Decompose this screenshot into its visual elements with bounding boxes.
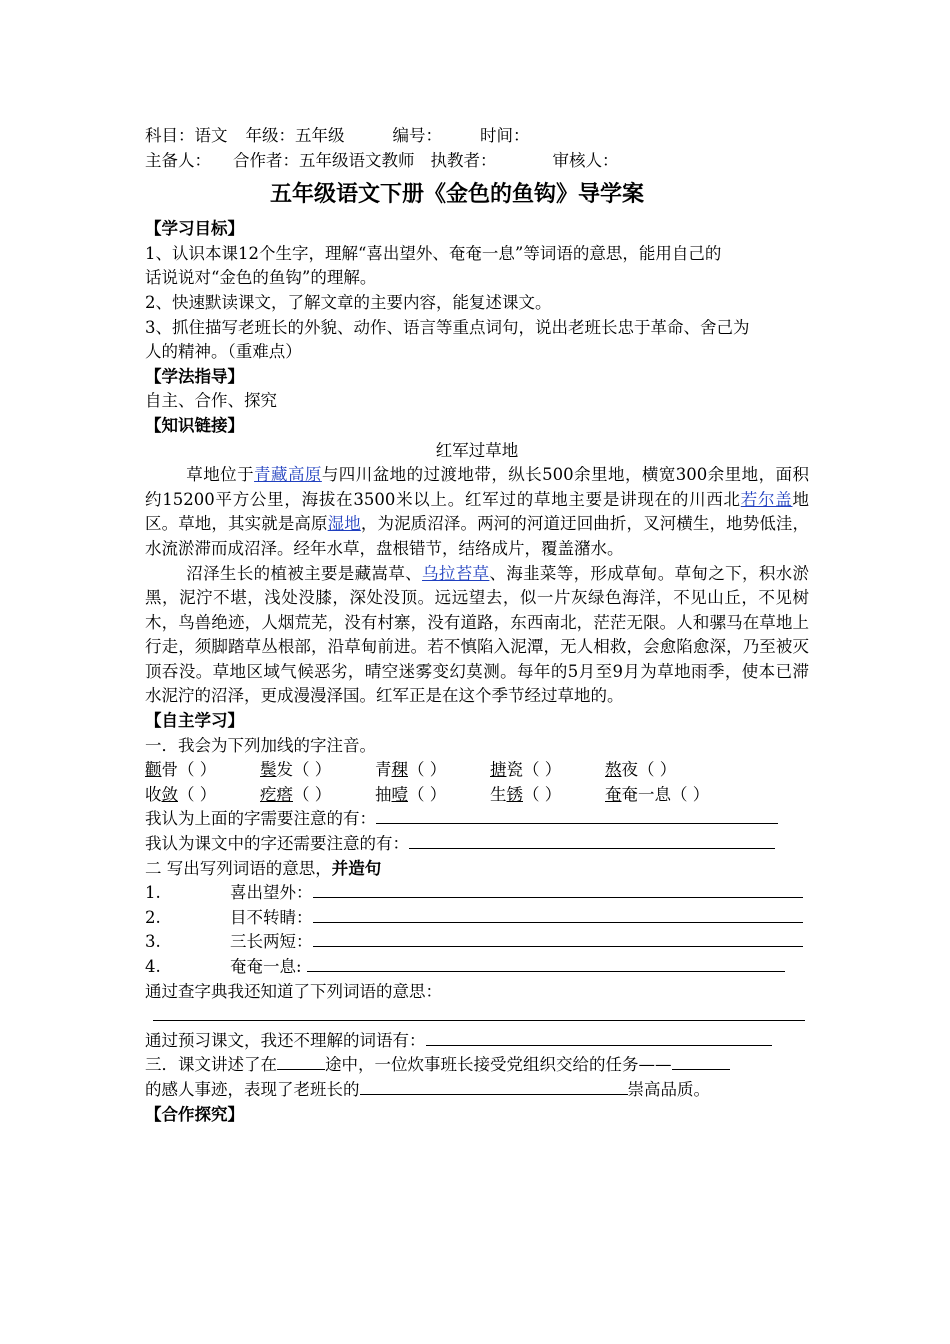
item-rest: 瓷（ ） bbox=[506, 760, 562, 780]
unknown-words-blank[interactable] bbox=[426, 1029, 772, 1046]
question-2-text: 二 写出写列词语的意思， bbox=[145, 858, 332, 878]
question-3-blank-3[interactable] bbox=[360, 1078, 628, 1095]
item-pre: 生 bbox=[490, 784, 507, 804]
self-study-heading: 【自主学习】 bbox=[145, 711, 244, 731]
p1-text-2: 与四川盆地的过渡地带，纵长500余里地，横宽300余里地，面积约15200平方公里，海拔在3500米以上。红军过的草地主要是讲现在的川西北 bbox=[145, 465, 809, 509]
question-3a bbox=[145, 1053, 809, 1078]
item-rest: （ ） bbox=[178, 784, 217, 804]
goals-heading: 【学习目标】 bbox=[145, 219, 244, 239]
link-qingzang-plateau[interactable]: 青藏高原 bbox=[254, 465, 322, 485]
p1-text-1: 草地位于 bbox=[186, 465, 255, 485]
knowledge-heading: 【知识链接】 bbox=[145, 415, 244, 435]
underlined-char: 噎 bbox=[391, 784, 408, 804]
goal-1a: 1、认识本课12个生字，理解“喜出望外、奄奄一息”等词语的意思，能用自己的 bbox=[145, 243, 722, 263]
question-3-text-2: 途中，一位炊事班长接受党组织交给的任务—— bbox=[325, 1055, 672, 1075]
goal-3b: 人的精神。（重难点） bbox=[145, 342, 302, 362]
pinyin-item bbox=[375, 758, 490, 783]
dictionary-note: 通过查字典我还知道了下列词语的意思： bbox=[145, 981, 442, 1001]
question-1: 一．我会为下列加线的字注音。 bbox=[145, 735, 376, 755]
note-1 bbox=[145, 807, 809, 832]
underlined-char: 疙瘩 bbox=[260, 784, 293, 804]
note-2 bbox=[145, 832, 809, 857]
underlined-char: 鬓 bbox=[260, 760, 277, 780]
unknown-words bbox=[145, 1029, 809, 1054]
link-wetland[interactable]: 湿地 bbox=[327, 514, 361, 534]
word-row bbox=[145, 930, 809, 955]
goal-3a: 3、抓住描写老班长的外貌、动作、语言等重点词句，说出老班长忠于革命、舍己为 bbox=[145, 317, 750, 337]
word-row bbox=[145, 881, 809, 906]
question-3-text-4: 崇高品质。 bbox=[627, 1079, 710, 1099]
item-rest: （ ） bbox=[408, 760, 447, 780]
item-rest: 发（ ） bbox=[276, 760, 332, 780]
word-row bbox=[145, 955, 809, 980]
note-1-blank[interactable] bbox=[376, 807, 778, 824]
link-wula-sedge[interactable]: 乌拉苔草 bbox=[422, 563, 490, 583]
grade: 年级：五年级 bbox=[245, 126, 345, 145]
word-blank[interactable] bbox=[313, 881, 803, 898]
pinyin-item bbox=[260, 758, 375, 783]
item-rest: 骨（ ） bbox=[161, 760, 217, 780]
underlined-char: 锈 bbox=[506, 784, 523, 804]
word-label: 奄奄一息: bbox=[230, 957, 307, 976]
collaborator: 合作者：五年级语文教师 bbox=[233, 150, 415, 170]
cooperate-heading: 【合作探究】 bbox=[145, 1104, 244, 1124]
pinyin-item bbox=[260, 783, 375, 808]
p1-text-3: 地区。草地，其实就是高原 bbox=[145, 489, 810, 534]
word-blank[interactable] bbox=[307, 955, 785, 972]
unknown-words-label: 通过预习课文，我还不理解的词语有： bbox=[145, 1030, 426, 1050]
p2-text-2: 、海韭菜等，形成草甸。草甸之下，积水淤黑，泥泞不堪，浅处没膝，深处没顶。远远望去，似一片灰绿色海洋，不见山丘，不见树木，鸟兽绝迹，人烟荒芜，没有村寨，没有道路，东西南北，茫茫无限。人和骡马在草地上行走，须脚踏草丛根部，沿草甸前进。若不慎陷入泥潭，无人相救，会愈陷愈深，乃至被灭顶吞没。草地区域气候恶劣，晴空迷雾变幻莫测。每年的5月至9月为草地雨季，使本已滞水泥泞的沼泽，更成漫漫泽国。红军正是在这个季节经过草地的。 bbox=[145, 563, 810, 706]
page-title: 五年级语文下册《金色的鱼钩》导学案 bbox=[269, 182, 644, 208]
item-rest: （ ） bbox=[293, 784, 332, 804]
word-number: 2. bbox=[145, 907, 161, 927]
pinyin-item bbox=[490, 758, 605, 783]
worksheet-page bbox=[145, 124, 809, 1127]
underlined-char: 稞 bbox=[391, 760, 408, 780]
header-line-1 bbox=[145, 124, 809, 149]
method-text: 自主、合作、探究 bbox=[145, 391, 277, 411]
knowledge-paragraph-1 bbox=[145, 463, 809, 561]
reviewer: 审核人： bbox=[552, 150, 619, 170]
pinyin-row-2 bbox=[145, 783, 809, 808]
p1-text-4: ，为泥质沼泽。两河的河道迂回曲折，叉河横生，地势低洼，水流淤滞而成沼泽。经年水草，盘根错节，结络成片，覆盖潴水。 bbox=[145, 514, 810, 558]
pinyin-item bbox=[605, 758, 720, 783]
link-ruoergai[interactable]: 若尔盖 bbox=[740, 489, 793, 509]
item-rest: （ ） bbox=[408, 784, 447, 804]
question-3-text-1: 三．课文讲述了在 bbox=[145, 1055, 277, 1075]
pinyin-item bbox=[490, 783, 605, 808]
subject: 科目：语文 bbox=[145, 126, 228, 145]
word-blank[interactable] bbox=[313, 930, 803, 947]
note-2-label: 我认为课文中的字还需要注意的有： bbox=[145, 834, 409, 854]
word-number: 1. bbox=[145, 883, 161, 903]
dictionary-blank[interactable] bbox=[153, 1004, 805, 1021]
item-pre: 收 bbox=[145, 784, 162, 804]
item-rest: （ ） bbox=[523, 784, 562, 804]
question-3-blank-1[interactable] bbox=[277, 1053, 325, 1070]
underlined-char: 搪 bbox=[490, 760, 507, 780]
item-pre: 抽 bbox=[375, 784, 392, 804]
goal-2: 2、快速默读课文，了解文章的主要内容，能复述课文。 bbox=[145, 292, 552, 312]
method-heading: 【学法指导】 bbox=[145, 366, 244, 386]
word-number: 4. bbox=[145, 957, 161, 976]
pinyin-item bbox=[375, 783, 490, 808]
item-rest: 奄一息（ ） bbox=[621, 784, 710, 804]
note-2-blank[interactable] bbox=[409, 832, 775, 849]
executor: 执教者： bbox=[430, 150, 497, 170]
serial-no: 编号： bbox=[392, 126, 442, 145]
question-3-text-3: 的感人事迹，表现了老班长的 bbox=[145, 1079, 360, 1099]
word-blank[interactable] bbox=[313, 906, 803, 923]
time: 时间： bbox=[480, 126, 530, 145]
underlined-char: 敛 bbox=[161, 784, 178, 804]
pinyin-item bbox=[145, 758, 260, 783]
word-label: 喜出望外： bbox=[230, 883, 313, 903]
item-pre: 青 bbox=[375, 760, 392, 780]
item-rest: 夜（ ） bbox=[621, 760, 677, 780]
header-line-2 bbox=[145, 149, 809, 174]
goal-1b: 话说说对“金色的鱼钩”的理解。 bbox=[145, 268, 377, 288]
pinyin-row-1 bbox=[145, 758, 809, 783]
question-2-bold: 并造句 bbox=[331, 858, 382, 878]
knowledge-paragraph-2 bbox=[145, 562, 809, 710]
preparer: 主备人： bbox=[145, 150, 211, 170]
knowledge-subtitle: 红军过草地 bbox=[435, 440, 519, 460]
pinyin-item bbox=[605, 783, 720, 808]
p2-text-1: 沼泽生长的植被主要是藏嵩草、 bbox=[186, 563, 423, 583]
underlined-char: 颧 bbox=[145, 760, 162, 780]
note-1-label: 我认为上面的字需要注意的有： bbox=[145, 809, 376, 829]
dictionary-blank-line bbox=[145, 1004, 809, 1029]
word-label: 目不转睛： bbox=[230, 907, 313, 927]
question-3b bbox=[145, 1078, 809, 1103]
question-2 bbox=[145, 857, 809, 882]
underlined-char: 奄 bbox=[605, 784, 622, 804]
question-3-blank-2[interactable] bbox=[672, 1053, 730, 1070]
pinyin-item bbox=[145, 783, 260, 808]
word-label: 三长两短： bbox=[230, 932, 313, 952]
underlined-char: 熬 bbox=[605, 760, 622, 780]
word-row bbox=[145, 906, 809, 931]
word-number: 3. bbox=[145, 932, 161, 952]
